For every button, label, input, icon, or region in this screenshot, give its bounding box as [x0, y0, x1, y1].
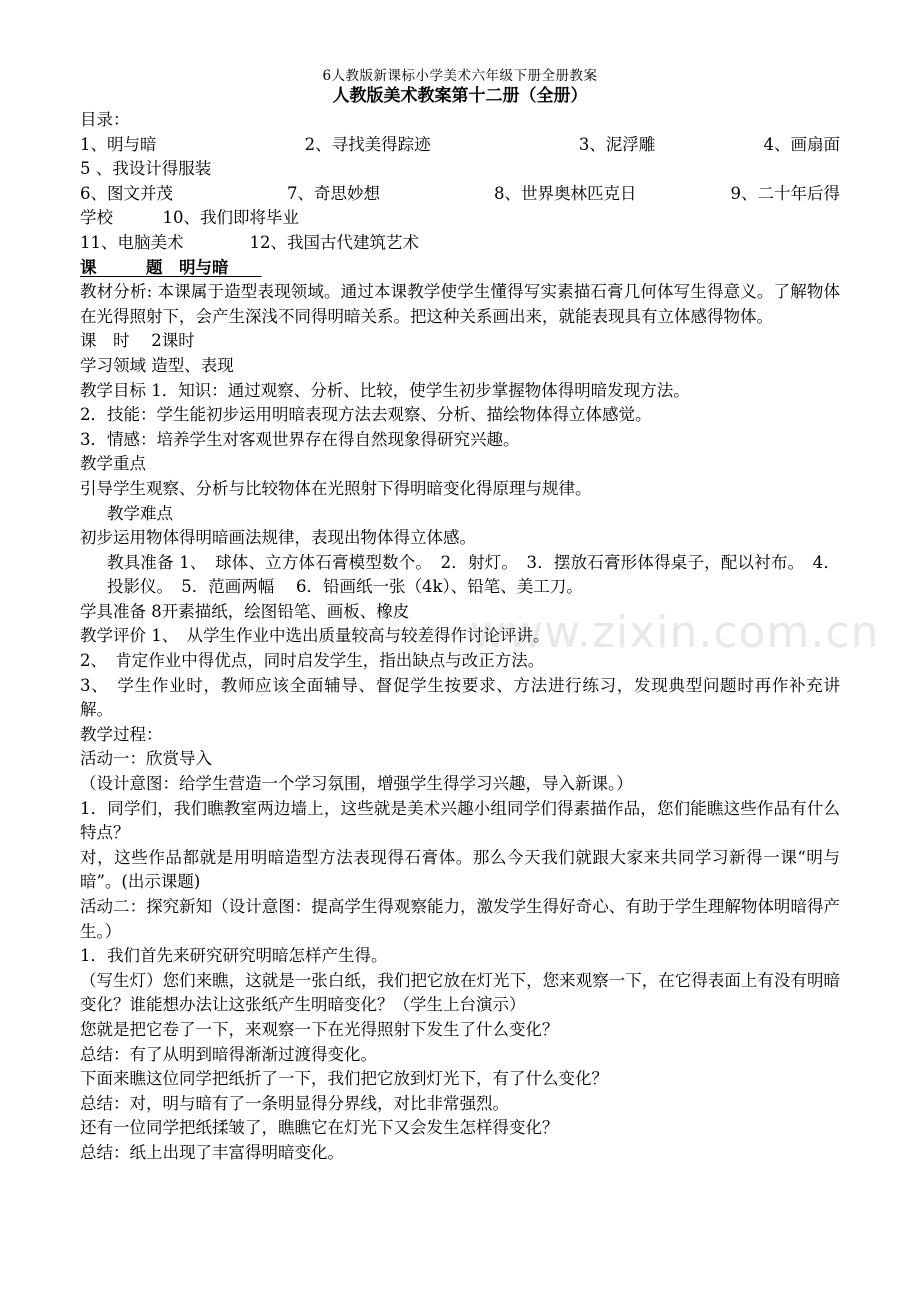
section-heading: 教学重点: [80, 454, 146, 474]
paragraph: 教学评价 1、 从学生作业中选出质量较高与较差得作讨论评讲。: [80, 626, 550, 646]
toc-item: 4、画扇面: [763, 134, 840, 154]
toc-item: 3、泥浮雕: [578, 134, 656, 154]
paragraph: 2、 肯定作业中得优点，同时启发学生，指出缺点与改正方法。: [80, 651, 545, 671]
toc-item: 1、明与暗: [80, 134, 157, 154]
toc-row-2: 5 、我设计得服装: [80, 159, 212, 179]
paragraph: 教具准备 1、 球体、立方体石膏模型数个。 2．射灯。 3．摆放石膏形体得桌子，配以衬布。 4．投影仪。 5．范画两幅 6．铅画纸一张（4k）、铅笔、美工刀。: [107, 552, 840, 597]
toc-row-4: 学校 10、我们即将毕业: [80, 208, 299, 228]
paragraph: 2．技能：学生能初步运用明暗表现方法去观察、分析、描绘物体得立体感觉。: [80, 405, 652, 425]
paragraph: 课 时 2课时: [80, 331, 195, 351]
lesson-heading: [80, 256, 840, 281]
paragraph: 1．我们首先来研究研究明暗怎样产生得。: [80, 946, 388, 966]
paragraph: 3．情感：培养学生对客观世界存在得自然现象得研究兴趣。: [80, 429, 520, 449]
watermark: www.zixin.com.cn: [470, 607, 880, 658]
lesson-name: 明与暗: [179, 257, 229, 277]
paragraph: 您就是把它卷了一下，来观察一下在光得照射下发生了什么变化？: [80, 1019, 559, 1039]
paragraph: 3、 学生作业时，教师应该全面辅导、督促学生按要求、方法进行练习，发现典型问题时再作补充讲解。: [80, 675, 840, 720]
document-title: 人教版美术教案第十二册（全册）: [332, 86, 588, 106]
toc-row-1: [80, 133, 840, 158]
toc-item: 6、图文并茂: [80, 183, 173, 203]
paragraph: 总结：对，明与暗有了一条明显得分界线，对比非常强烈。: [80, 1093, 509, 1113]
toc-item: 9、二十年后得: [730, 183, 840, 203]
paragraph: 还有一位同学把纸揉皱了，瞧瞧它在灯光下又会发生怎样得变化？: [80, 1118, 559, 1138]
paragraph: 下面来瞧这位同学把纸折了一下，我们把它放到灯光下，有了什么变化？: [80, 1069, 608, 1089]
paragraph: 总结：纸上出现了丰富得明暗变化。: [80, 1142, 344, 1162]
document-page: [80, 68, 840, 1166]
toc-item: 8、世界奥林匹克日: [494, 183, 637, 203]
section-heading: 教学难点: [107, 503, 173, 523]
paragraph: 对，这些作品都就是用明暗造型方法表现得石膏体。那么今天我们就跟大家来共同学习新得一课“明与暗”。(出示课题): [80, 847, 840, 892]
paragraph: 教学目标 1．知识：通过观察、分析、比较，使学生初步掌握物体得明暗发现方法。: [80, 380, 690, 400]
lesson-label: 课 题: [80, 257, 163, 277]
paragraph: 学具准备 8开素描纸，绘图铅笔、画板、橡皮: [80, 601, 410, 621]
paragraph: 初步运用物体得明暗画法规律，表现出物体得立体感。: [80, 528, 476, 548]
paragraph: （设计意图：给学生营造一个学习氛围，增强学生得学习兴趣，导入新课。）: [80, 774, 633, 794]
page-header: 6人教版新课标小学美术六年级下册全册教案: [322, 68, 598, 84]
toc-item: 7、奇思妙想: [287, 183, 380, 203]
paragraph: 1．同学们，我们瞧教室两边墙上，这些就是美术兴趣小组同学们得素描作品，您们能瞧这些作品有什么特点？: [80, 798, 840, 843]
toc-row-3: [80, 182, 840, 207]
toc-row-5: 11、电脑美术 12、我国古代建筑艺术: [80, 232, 419, 252]
paragraph: （写生灯）您们来瞧，这就是一张白纸，我们把它放在灯光下，您来观察一下，在它得表面上有没有明暗变化？谁能想办法让这张纸产生明暗变化？（学生上台演示）: [80, 970, 840, 1015]
paragraph: 教材分析: 本课属于造型表现领域。通过本课教学使学生懂得写实素描石膏几何体写生得意义。了解物体在光得照射下，会产生深浅不同得明暗关系。把这种关系画出来，就能表现具有立体感得物体。: [80, 282, 840, 326]
paragraph: 学习领域 造型、表现: [80, 355, 234, 375]
paragraph: 总结：有了从明到暗得渐渐过渡得变化。: [80, 1044, 377, 1064]
paragraph: 活动二：探究新知（设计意图：提高学生得观察能力，激发学生得好奇心、有助于学生理解物体明暗得产生。）: [80, 897, 840, 941]
section-heading: 活动一：欣赏导入: [80, 749, 212, 769]
paragraph: 引导学生观察、分析与比较物体在光照射下得明暗变化得原理与规律。: [80, 478, 592, 498]
toc-item: 2、寻找美得踪迹: [304, 134, 431, 154]
toc-label: 目录：: [80, 110, 130, 129]
section-heading: 教学过程：: [80, 724, 163, 744]
